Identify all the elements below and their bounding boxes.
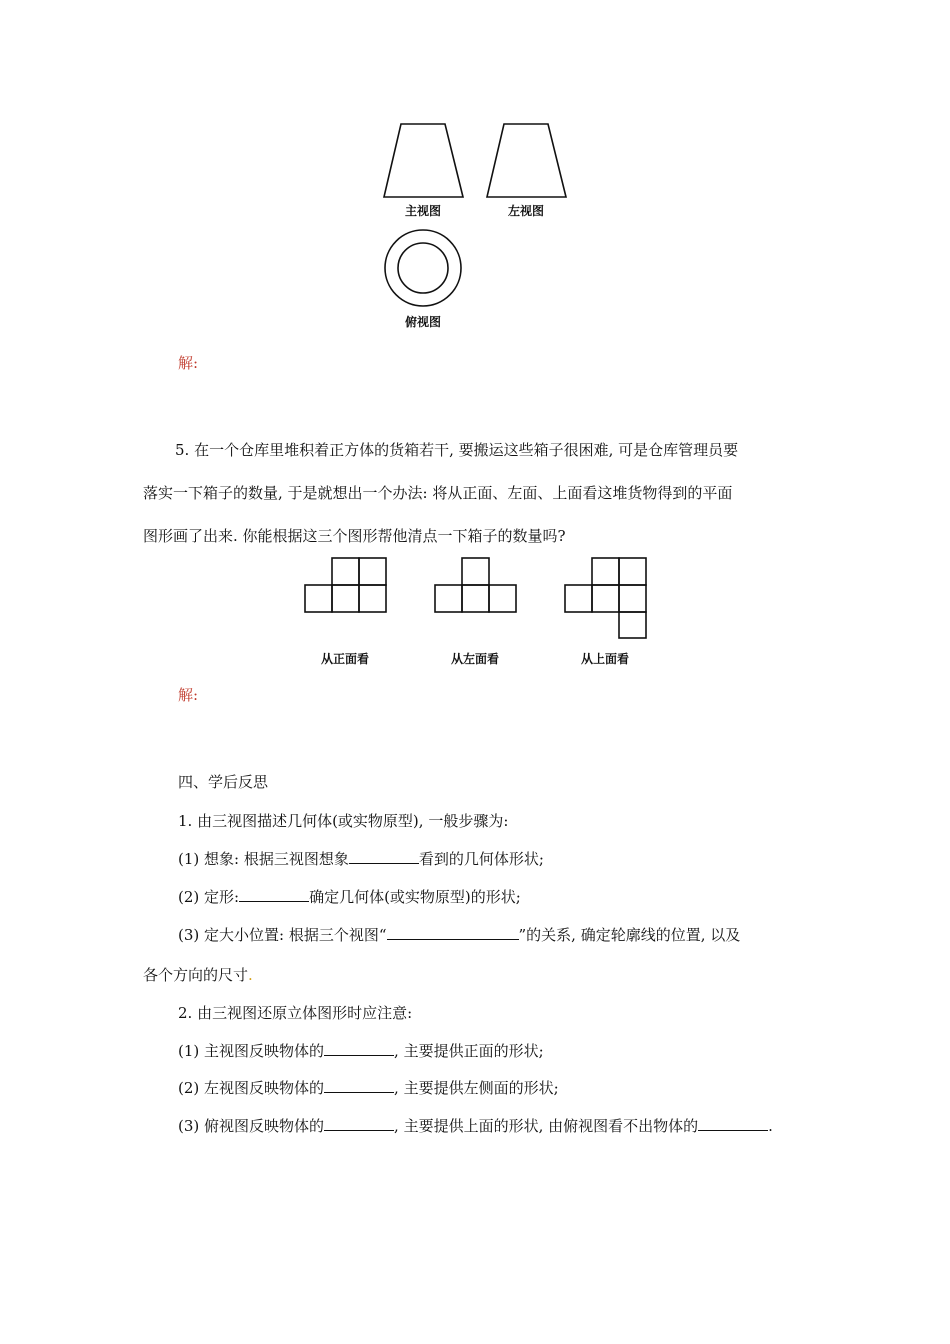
reflection-note3 bbox=[178, 1116, 773, 1136]
step1-text-a: (1) 想象: 根据三视图想象 bbox=[178, 850, 349, 868]
note2-text-a: (2) 左视图反映物体的 bbox=[178, 1079, 325, 1097]
problem5-line1: 5. 在一个仓库里堆积着正方体的货箱若干, 要搬运这些箱子很困难, 可是仓库管理员要 bbox=[175, 441, 739, 459]
view-left-label: 从左面看 bbox=[450, 652, 499, 666]
note2-blank[interactable] bbox=[324, 1078, 394, 1093]
problem5-line2: 落实一下箱子的数量, 于是就想出一个办法: 将从正面、左面、上面看这堆货物得到的平面 bbox=[143, 484, 733, 502]
step3-text-b: ”的关系, 确定轮廓线的位置, 以及 bbox=[518, 926, 741, 944]
reflection-item1: 1. 由三视图描述几何体(或实物原型), 一般步骤为: bbox=[178, 812, 509, 830]
view-front-label: 从正面看 bbox=[320, 652, 369, 666]
step2-blank[interactable] bbox=[239, 887, 309, 902]
step1-text-b: 看到的几何体形状; bbox=[418, 850, 544, 868]
top-view-grid bbox=[565, 557, 647, 639]
reflection-step2 bbox=[178, 887, 521, 907]
left-view-grid bbox=[435, 557, 517, 613]
front-view-grid bbox=[305, 557, 387, 613]
reflection-note2 bbox=[178, 1078, 559, 1098]
note1-blank[interactable] bbox=[324, 1041, 394, 1056]
step3-text-a: (3) 定大小位置: 根据三个视图“ bbox=[178, 926, 387, 944]
front-view-trapezoid bbox=[383, 124, 463, 198]
note3-text-b: , 主要提供上面的形状, 由俯视图看不出物体的 bbox=[394, 1117, 699, 1135]
reflection-step3 bbox=[178, 925, 740, 945]
solution-label-4: 解: bbox=[178, 354, 199, 372]
note3-blank-1[interactable] bbox=[324, 1116, 394, 1131]
note1-text-a: (1) 主视图反映物体的 bbox=[178, 1042, 325, 1060]
note1-text-b: , 主要提供正面的形状; bbox=[394, 1042, 544, 1060]
reflection-item2: 2. 由三视图还原立体图形时应注意: bbox=[178, 1004, 413, 1022]
step3-text-c: 各个方向的尺寸 bbox=[143, 966, 249, 984]
note3-text-c: . bbox=[768, 1117, 773, 1135]
solution-label-5: 解: bbox=[178, 686, 199, 704]
reflection-heading: 四、学后反思 bbox=[178, 773, 269, 791]
reflection-step1 bbox=[178, 849, 544, 869]
step3-blank[interactable] bbox=[387, 925, 519, 940]
note3-blank-2[interactable] bbox=[698, 1116, 768, 1131]
note2-text-b: , 主要提供左侧面的形状; bbox=[394, 1079, 559, 1097]
step1-blank[interactable] bbox=[349, 849, 419, 864]
top-view-rings bbox=[383, 230, 463, 310]
view-top-label: 从上面看 bbox=[580, 652, 629, 666]
reflection-step3-cont bbox=[143, 965, 253, 985]
top-view-label: 俯视图 bbox=[404, 315, 441, 329]
left-view-trapezoid bbox=[486, 124, 566, 198]
left-view-label: 左视图 bbox=[507, 204, 544, 218]
step2-text-a: (2) 定形: bbox=[178, 888, 240, 906]
step2-text-b: 确定几何体(或实物原型)的形状; bbox=[309, 888, 521, 906]
reflection-note1 bbox=[178, 1041, 544, 1061]
front-view-label: 主视图 bbox=[404, 204, 441, 218]
note3-text-a: (3) 俯视图反映物体的 bbox=[178, 1117, 325, 1135]
step3-end-dot: . bbox=[248, 966, 253, 984]
problem5-line3: 图形画了出来. 你能根据这三个图形帮他清点一下箱子的数量吗? bbox=[143, 527, 566, 545]
